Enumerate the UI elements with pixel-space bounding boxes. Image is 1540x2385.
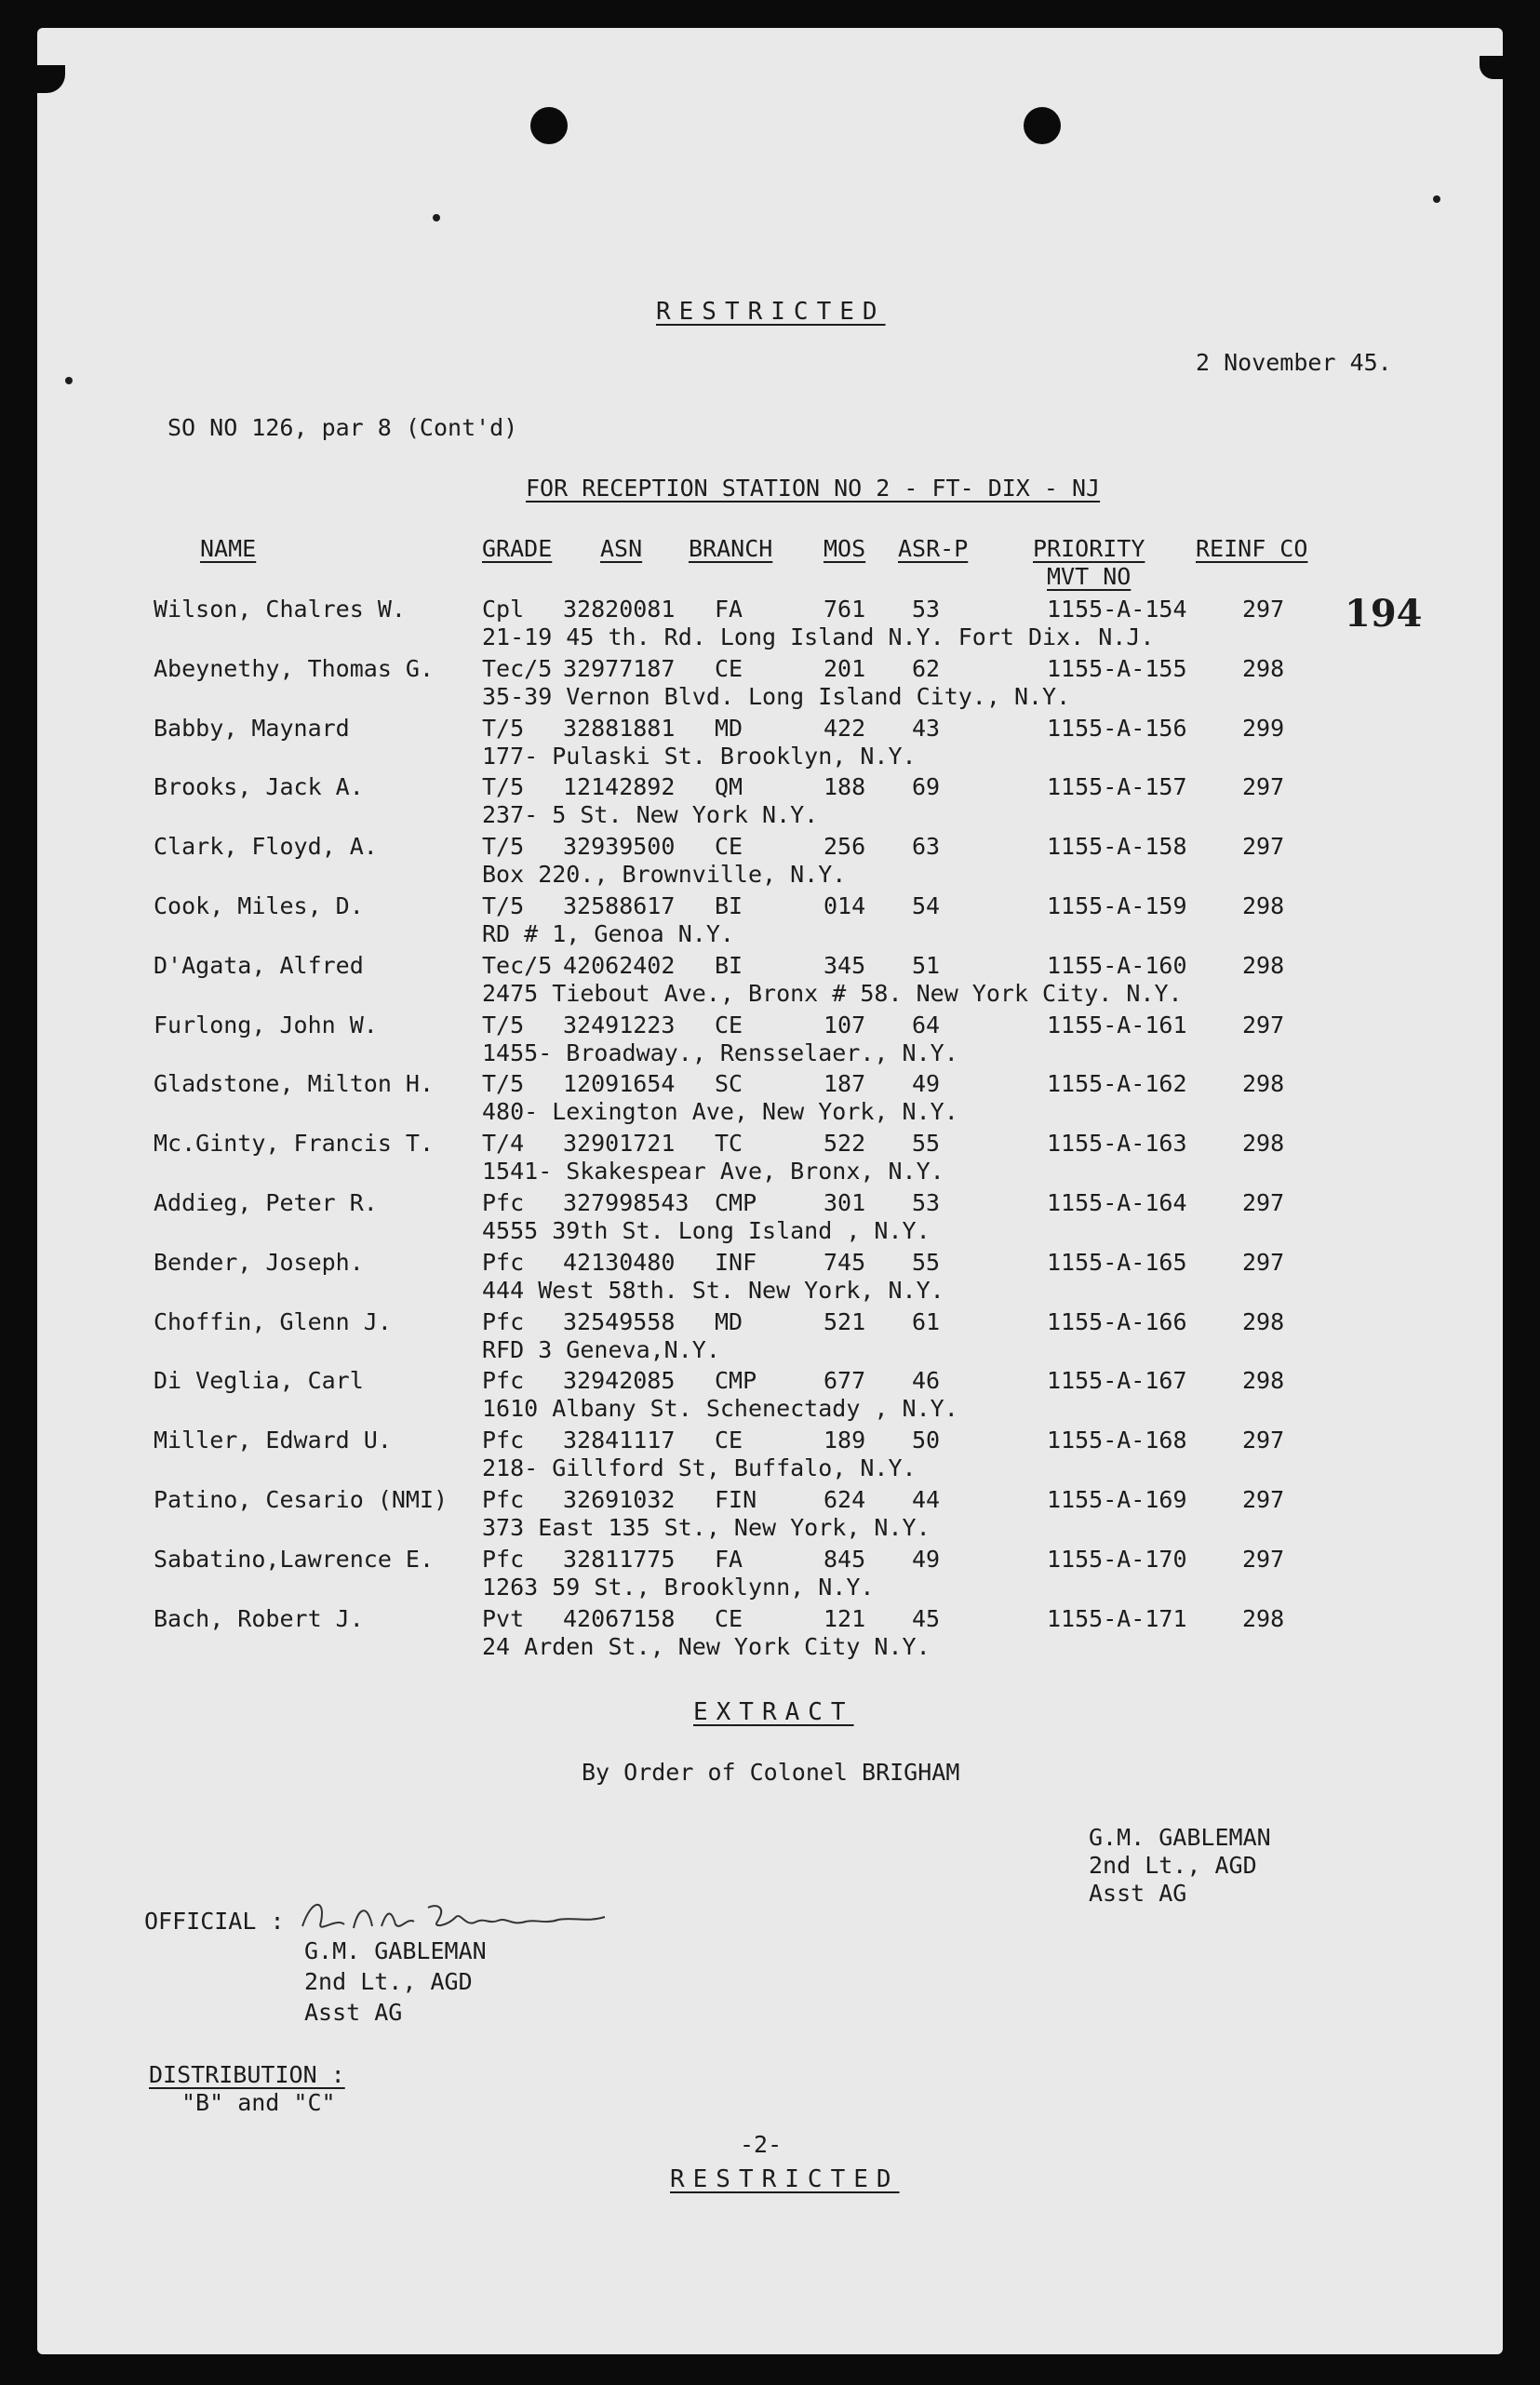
cell-asn: 42067158 [563,1605,676,1632]
handwritten-signature [298,1889,614,1945]
cell-address: 237- 5 St. New York N.Y. [482,801,819,828]
cell-address: RD # 1, Genoa N.Y. [482,920,734,947]
cell-address: Box 220., Brownville, N.Y. [482,861,847,888]
cell-priority: 1155-A-154 [1047,596,1187,623]
cell-name: Wilson, Chalres W. [154,596,406,623]
cell-branch: TC [715,1130,743,1157]
classification-top: RESTRICTED [656,298,886,326]
page-tear [1480,56,1503,79]
cell-mos: 014 [824,892,866,919]
page-number: -2- [740,2131,783,2158]
cell-name: Gladstone, Milton H. [154,1070,435,1097]
cell-grade: Pfc [482,1427,525,1454]
cell-reinf: 298 [1242,1367,1285,1394]
cell-asrp: 69 [912,773,941,800]
cell-grade: T/5 [482,1070,525,1097]
cell-asn: 42130480 [563,1249,676,1276]
speck [1433,195,1440,203]
cell-priority: 1155-A-166 [1047,1308,1187,1335]
cell-priority: 1155-A-159 [1047,892,1187,919]
cell-asn: 32588617 [563,892,676,919]
cell-branch: INF [715,1249,757,1276]
cell-asn: 12142892 [563,773,676,800]
cell-asrp: 46 [912,1367,941,1394]
cell-priority: 1155-A-157 [1047,773,1187,800]
cell-asn: 32841117 [563,1427,676,1454]
cell-mos: 677 [824,1367,866,1394]
cell-reinf: 297 [1242,1189,1285,1216]
cell-asn: 32881881 [563,715,676,742]
cell-grade: T/5 [482,773,525,800]
cell-grade: Pfc [482,1546,525,1573]
cell-branch: FA [715,1546,743,1573]
cell-priority: 1155-A-167 [1047,1367,1187,1394]
cell-asrp: 43 [912,715,941,742]
extract-heading: EXTRACT [693,1698,854,1726]
cell-asn: 42062402 [563,952,676,979]
cell-mos: 521 [824,1308,866,1335]
cell-priority: 1155-A-156 [1047,715,1187,742]
cell-name: D'Agata, Alfred [154,952,364,979]
by-order-line: By Order of Colonel BRIGHAM [582,1759,960,1786]
cell-asrp: 55 [912,1249,941,1276]
cell-name: Choffin, Glenn J. [154,1308,392,1335]
cell-mos: 422 [824,715,866,742]
cell-address: 24 Arden St., New York City N.Y. [482,1633,931,1660]
signer-name: G.M. GABLEMAN [1089,1824,1271,1851]
cell-grade: Pfc [482,1189,525,1216]
cell-mos: 201 [824,655,866,682]
cell-priority: 1155-A-169 [1047,1486,1187,1513]
cell-branch: CMP [715,1367,757,1394]
cell-branch: BI [715,892,743,919]
cell-address: 1541- Skakespear Ave, Bronx, N.Y. [482,1158,944,1185]
cell-grade: Pvt [482,1605,525,1632]
cell-reinf: 299 [1242,715,1285,742]
cell-reinf: 298 [1242,892,1285,919]
cell-branch: CE [715,1605,743,1632]
col-asrp: ASR-P [898,535,969,562]
cell-name: Mc.Ginty, Francis T. [154,1130,435,1157]
cell-asrp: 54 [912,892,941,919]
cell-asn: 32691032 [563,1486,676,1513]
cell-reinf: 297 [1242,833,1285,860]
cell-asrp: 53 [912,1189,941,1216]
col-reinf: REINF CO [1196,535,1308,562]
cell-asrp: 64 [912,1012,941,1038]
document-page [37,28,1503,2354]
cell-address: 4555 39th St. Long Island , N.Y. [482,1217,931,1244]
cell-name: Babby, Maynard [154,715,350,742]
col-name: NAME [200,535,257,562]
cell-grade: Pfc [482,1367,525,1394]
cell-name: Bender, Joseph. [154,1249,364,1276]
cell-name: Abeynethy, Thomas G. [154,655,435,682]
cell-asrp: 50 [912,1427,941,1454]
col-grade: GRADE [482,535,553,562]
cell-branch: CE [715,1012,743,1038]
cell-name: Brooks, Jack A. [154,773,364,800]
cell-asrp: 62 [912,655,941,682]
signer-title: Asst AG [1089,1880,1187,1907]
cell-branch: FIN [715,1486,757,1513]
cell-branch: QM [715,773,743,800]
cell-mos: 301 [824,1189,866,1216]
cell-asn: 327998543 [563,1189,690,1216]
cell-branch: CE [715,833,743,860]
cell-mos: 745 [824,1249,866,1276]
cell-grade: T/5 [482,1012,525,1038]
cell-mos: 624 [824,1486,866,1513]
order-date: 2 November 45. [1196,349,1392,376]
classification-bottom: RESTRICTED [670,2165,900,2193]
official-label: OFFICIAL : [144,1908,285,1935]
cell-priority: 1155-A-164 [1047,1189,1187,1216]
cell-asrp: 49 [912,1070,941,1097]
cell-name: Di Veglia, Carl [154,1367,364,1394]
cell-asrp: 53 [912,596,941,623]
cell-priority: 1155-A-161 [1047,1012,1187,1038]
cell-name: Furlong, John W. [154,1012,378,1038]
cell-asrp: 55 [912,1130,941,1157]
cell-branch: CE [715,1427,743,1454]
cell-reinf: 298 [1242,1605,1285,1632]
cell-branch: MD [715,1308,743,1335]
speck [65,377,73,384]
cell-asn: 32811775 [563,1546,676,1573]
cell-reinf: 297 [1242,1249,1285,1276]
cell-mos: 845 [824,1546,866,1573]
cell-asrp: 44 [912,1486,941,1513]
cell-grade: T/5 [482,833,525,860]
cell-branch: FA [715,596,743,623]
cell-grade: T/5 [482,892,525,919]
page-tear [37,65,65,93]
col-branch: BRANCH [689,535,773,562]
cell-address: 444 West 58th. St. New York, N.Y. [482,1277,944,1304]
cell-grade: Tec/5 [482,952,553,979]
cell-address: 480- Lexington Ave, New York, N.Y. [482,1098,958,1125]
cell-name: Cook, Miles, D. [154,892,364,919]
cell-grade: Pfc [482,1486,525,1513]
signer-rank: 2nd Lt., AGD [1089,1852,1257,1879]
cell-asn: 32820081 [563,596,676,623]
cell-reinf: 297 [1242,773,1285,800]
cell-grade: Pfc [482,1249,525,1276]
cell-name: Clark, Floyd, A. [154,833,378,860]
cell-priority: 1155-A-158 [1047,833,1187,860]
cell-grade: T/4 [482,1130,525,1157]
distribution-label: DISTRIBUTION : [149,2061,345,2088]
cell-reinf: 298 [1242,952,1285,979]
cell-asrp: 45 [912,1605,941,1632]
col-priority: PRIORITY [1033,535,1145,562]
cell-mos: 121 [824,1605,866,1632]
cell-reinf: 297 [1242,1427,1285,1454]
cell-branch: CE [715,655,743,682]
cell-priority: 1155-A-163 [1047,1130,1187,1157]
punch-hole [1024,107,1061,144]
cell-asrp: 63 [912,833,941,860]
cell-reinf: 297 [1242,1012,1285,1038]
cell-priority: 1155-A-170 [1047,1546,1187,1573]
cell-address: RFD 3 Geneva,N.Y. [482,1336,720,1363]
speck [433,214,440,221]
cell-asn: 32977187 [563,655,676,682]
cell-priority: 1155-A-160 [1047,952,1187,979]
cell-priority: 1155-A-162 [1047,1070,1187,1097]
punch-hole [530,107,568,144]
cell-address: 1610 Albany St. Schenectady , N.Y. [482,1395,958,1422]
cell-reinf: 298 [1242,1130,1285,1157]
col-mos: MOS [824,535,866,562]
cell-address: 1455- Broadway., Rensselaer., N.Y. [482,1039,958,1066]
cell-asn: 12091654 [563,1070,676,1097]
cell-mos: 345 [824,952,866,979]
cell-reinf: 298 [1242,1308,1285,1335]
cell-mos: 761 [824,596,866,623]
cell-reinf: 297 [1242,596,1285,623]
page-stamp-number: 194 [1345,592,1423,636]
cell-name: Addieg, Peter R. [154,1189,378,1216]
cell-priority: 1155-A-168 [1047,1427,1187,1454]
cell-name: Sabatino,Lawrence E. [154,1546,435,1573]
cell-asn: 32491223 [563,1012,676,1038]
col-mvt-no: MVT NO [1047,563,1132,590]
cell-address: 177- Pulaski St. Brooklyn, N.Y. [482,743,917,770]
cell-asn: 32942085 [563,1367,676,1394]
cell-address: 2475 Tiebout Ave., Bronx # 58. New York City. N.Y. [482,980,1183,1007]
cell-reinf: 297 [1242,1486,1285,1513]
cell-reinf: 297 [1242,1546,1285,1573]
cell-priority: 1155-A-165 [1047,1249,1187,1276]
cell-branch: CMP [715,1189,757,1216]
cell-grade: Cpl [482,596,525,623]
official-title: Asst AG [304,1999,403,2026]
cell-address: 35-39 Vernon Blvd. Long Island City., N.Y. [482,683,1071,710]
cell-asrp: 61 [912,1308,941,1335]
cell-priority: 1155-A-171 [1047,1605,1187,1632]
cell-asn: 32901721 [563,1130,676,1157]
cell-name: Patino, Cesario (NMI) [154,1486,449,1513]
cell-mos: 107 [824,1012,866,1038]
cell-asn: 32549558 [563,1308,676,1335]
cell-branch: BI [715,952,743,979]
cell-mos: 189 [824,1427,866,1454]
station-heading: FOR RECEPTION STATION NO 2 - FT- DIX - NJ [526,475,1101,502]
cell-asrp: 49 [912,1546,941,1573]
cell-asrp: 51 [912,952,941,979]
cell-branch: SC [715,1070,743,1097]
order-reference: SO NO 126, par 8 (Cont'd) [167,414,518,441]
official-name: G.M. GABLEMAN [304,1937,487,1964]
official-rank: 2nd Lt., AGD [304,1968,473,1995]
cell-name: Miller, Edward U. [154,1427,392,1454]
cell-mos: 522 [824,1130,866,1157]
cell-reinf: 298 [1242,655,1285,682]
cell-grade: Pfc [482,1308,525,1335]
cell-priority: 1155-A-155 [1047,655,1187,682]
cell-address: 21-19 45 th. Rd. Long Island N.Y. Fort Dix. N.J. [482,623,1155,650]
cell-address: 373 East 135 St., New York, N.Y. [482,1514,931,1541]
cell-name: Bach, Robert J. [154,1605,364,1632]
cell-branch: MD [715,715,743,742]
cell-address: 218- Gillford St, Buffalo, N.Y. [482,1454,917,1481]
cell-mos: 187 [824,1070,866,1097]
cell-reinf: 298 [1242,1070,1285,1097]
cell-grade: Tec/5 [482,655,553,682]
cell-asn: 32939500 [563,833,676,860]
col-asn: ASN [600,535,643,562]
cell-address: 1263 59 St., Brooklynn, N.Y. [482,1574,875,1601]
cell-mos: 188 [824,773,866,800]
distribution-value: "B" and "C" [181,2089,336,2116]
cell-mos: 256 [824,833,866,860]
cell-grade: T/5 [482,715,525,742]
